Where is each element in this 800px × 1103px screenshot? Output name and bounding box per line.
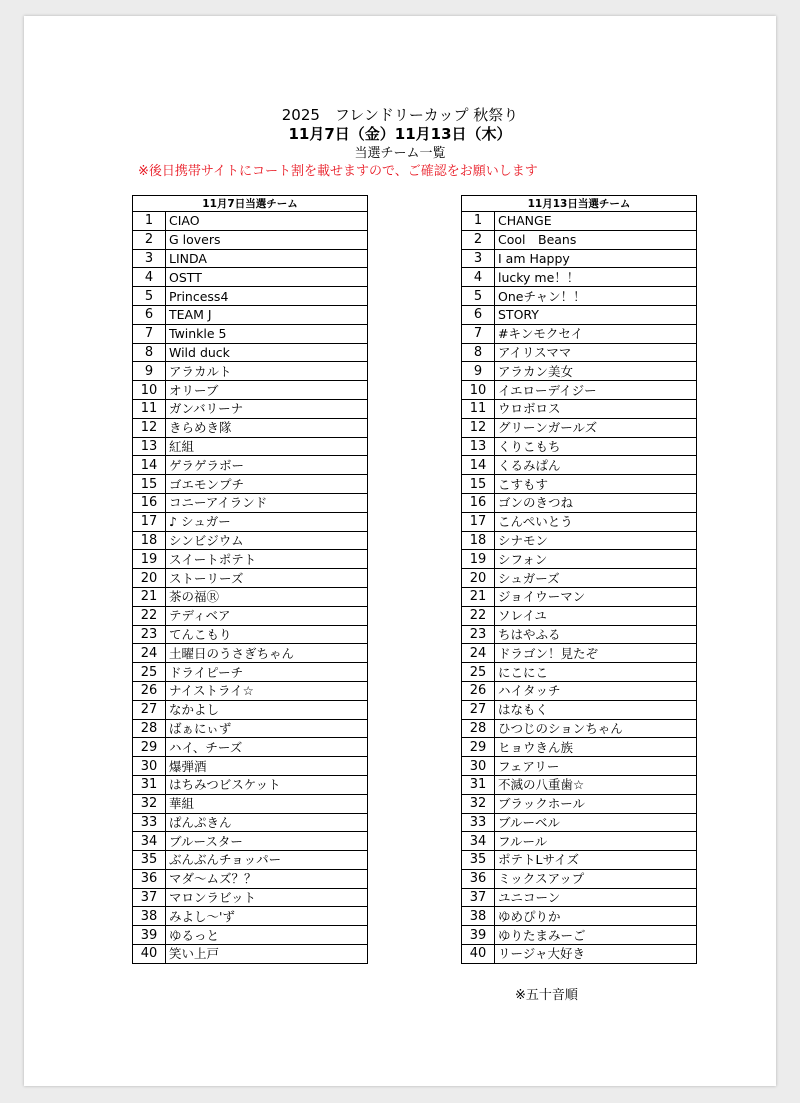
team-name: ハイ、チーズ	[166, 738, 368, 757]
team-name: スイートポテト	[166, 550, 368, 569]
team-name: ブルーベル	[495, 813, 697, 832]
row-number: 31	[462, 775, 495, 794]
row-number: 1	[133, 212, 166, 231]
row-number: 29	[133, 738, 166, 757]
team-name: Twinkle 5	[166, 324, 368, 343]
table-row	[462, 926, 697, 945]
row-number: 14	[133, 456, 166, 475]
table-row	[133, 249, 368, 268]
row-number: 28	[462, 719, 495, 738]
table-row	[133, 287, 368, 306]
team-name: ヒョウきん族	[495, 738, 697, 757]
team-name: ウロボロス	[495, 399, 697, 418]
table-row	[462, 550, 697, 569]
team-name: マロンラビット	[166, 888, 368, 907]
team-name: きらめき隊	[166, 418, 368, 437]
row-number: 38	[462, 907, 495, 926]
row-number: 27	[133, 700, 166, 719]
table-row	[133, 493, 368, 512]
table-row	[133, 324, 368, 343]
row-number: 37	[133, 888, 166, 907]
table-row	[133, 719, 368, 738]
row-number: 39	[462, 926, 495, 945]
team-name: 紅組	[166, 437, 368, 456]
team-name: ガンバリーナ	[166, 399, 368, 418]
row-number: 16	[133, 493, 166, 512]
team-name: ブルースター	[166, 832, 368, 851]
table-row	[133, 926, 368, 945]
row-number: 21	[133, 587, 166, 606]
team-name: アラカン美女	[495, 362, 697, 381]
row-number: 36	[133, 869, 166, 888]
team-name: こすもす	[495, 475, 697, 494]
row-number: 19	[133, 550, 166, 569]
team-name: ぶんぶんチョッパー	[166, 851, 368, 870]
row-number: 12	[133, 418, 166, 437]
team-name: ゴエモンプチ	[166, 475, 368, 494]
row-number: 21	[462, 587, 495, 606]
row-number: 20	[462, 569, 495, 588]
table-row	[462, 493, 697, 512]
table-row	[462, 418, 697, 437]
table-row	[462, 399, 697, 418]
team-name: ポテトLサイズ	[495, 851, 697, 870]
table-row	[462, 569, 697, 588]
footnote: ※五十音順	[515, 988, 578, 1003]
table-row	[133, 531, 368, 550]
team-name: リージャ大好き	[495, 945, 697, 964]
team-name: CIAO	[166, 212, 368, 231]
row-number: 35	[462, 851, 495, 870]
team-name: ユニコーン	[495, 888, 697, 907]
team-name: テディベア	[166, 606, 368, 625]
team-name: G lovers	[166, 230, 368, 249]
team-name: I am Happy	[495, 249, 697, 268]
team-name: シュガーズ	[495, 569, 697, 588]
team-name: TEAM J	[166, 305, 368, 324]
team-name: ソレイユ	[495, 606, 697, 625]
table-row	[133, 832, 368, 851]
team-name: ミックスアップ	[495, 869, 697, 888]
table-row	[462, 512, 697, 531]
team-name: ゲラゲラボー	[166, 456, 368, 475]
row-number: 18	[133, 531, 166, 550]
team-name: はちみつビスケット	[166, 775, 368, 794]
team-name: こんぺいとう	[495, 512, 697, 531]
row-number: 23	[133, 625, 166, 644]
row-number: 14	[462, 456, 495, 475]
team-name: フルール	[495, 832, 697, 851]
table-row	[462, 888, 697, 907]
table-row	[133, 550, 368, 569]
row-number: 5	[462, 287, 495, 306]
team-name: 不滅の八重歯☆	[495, 775, 697, 794]
table-row	[133, 644, 368, 663]
row-number: 17	[462, 512, 495, 531]
team-name: 笑い上戸	[166, 945, 368, 964]
team-name: LINDA	[166, 249, 368, 268]
table-row	[133, 700, 368, 719]
team-name: #キンモクセイ	[495, 324, 697, 343]
team-name: 華組	[166, 794, 368, 813]
row-number: 13	[462, 437, 495, 456]
table-row	[133, 945, 368, 964]
table-row	[133, 907, 368, 926]
row-number: 4	[462, 268, 495, 287]
row-number: 23	[462, 625, 495, 644]
row-number: 18	[462, 531, 495, 550]
right-table-heading: 11月13日当選チーム	[462, 196, 697, 212]
team-name: にこにこ	[495, 663, 697, 682]
table-row	[462, 305, 697, 324]
row-number: 30	[133, 757, 166, 776]
table-row	[462, 813, 697, 832]
document-page	[24, 16, 776, 1086]
event-dates: 11月7日（金）11月13日（木）	[288, 125, 512, 143]
team-name: はなもく	[495, 700, 697, 719]
team-name: ゴンのきつね	[495, 493, 697, 512]
team-name: lucky me！！	[495, 268, 697, 287]
table-row	[133, 381, 368, 400]
row-number: 40	[133, 945, 166, 964]
row-number: 9	[462, 362, 495, 381]
team-name: イエローデイジー	[495, 381, 697, 400]
team-name: くりこもち	[495, 437, 697, 456]
row-number: 22	[133, 606, 166, 625]
table-row	[462, 738, 697, 757]
table-row	[462, 324, 697, 343]
row-number: 22	[462, 606, 495, 625]
team-name: オリーブ	[166, 381, 368, 400]
row-number: 35	[133, 851, 166, 870]
table-row	[133, 757, 368, 776]
right-table-body	[462, 212, 697, 964]
left-table-body	[133, 212, 368, 964]
table-row	[462, 287, 697, 306]
team-name: コニーアイランド	[166, 493, 368, 512]
team-name: ぱんぷきん	[166, 813, 368, 832]
row-number: 6	[462, 305, 495, 324]
team-name: OSTT	[166, 268, 368, 287]
table-row	[462, 437, 697, 456]
table-row	[462, 757, 697, 776]
row-number: 19	[462, 550, 495, 569]
row-number: 25	[133, 663, 166, 682]
table-row	[462, 700, 697, 719]
row-number: 15	[462, 475, 495, 494]
row-number: 8	[133, 343, 166, 362]
table-row	[462, 212, 697, 231]
row-number: 24	[462, 644, 495, 663]
table-row	[462, 475, 697, 494]
row-number: 11	[133, 399, 166, 418]
team-name: グリーンガールズ	[495, 418, 697, 437]
left-team-table	[132, 195, 368, 964]
table-row	[462, 719, 697, 738]
table-row	[462, 606, 697, 625]
table-row	[133, 305, 368, 324]
team-name: ♪ シュガー	[166, 512, 368, 531]
table-row	[133, 475, 368, 494]
table-row	[462, 531, 697, 550]
row-number: 40	[462, 945, 495, 964]
row-number: 38	[133, 907, 166, 926]
table-row	[133, 212, 368, 231]
table-row	[133, 512, 368, 531]
table-row	[133, 399, 368, 418]
table-row	[133, 268, 368, 287]
table-row	[133, 625, 368, 644]
row-number: 34	[133, 832, 166, 851]
table-row	[462, 644, 697, 663]
table-row	[462, 268, 697, 287]
team-name: なかよし	[166, 700, 368, 719]
team-name: ドラゴン！見たぞ	[495, 644, 697, 663]
row-number: 26	[133, 681, 166, 700]
team-name: Princess4	[166, 287, 368, 306]
row-number: 36	[462, 869, 495, 888]
row-number: 29	[462, 738, 495, 757]
table-row	[462, 681, 697, 700]
team-name: ちはやふる	[495, 625, 697, 644]
team-name: マダ〜ムズ？？	[166, 869, 368, 888]
row-number: 39	[133, 926, 166, 945]
table-row	[133, 606, 368, 625]
table-row	[133, 794, 368, 813]
table-row	[133, 362, 368, 381]
team-name: ジョイウーマン	[495, 587, 697, 606]
table-row	[462, 625, 697, 644]
table-row	[462, 362, 697, 381]
table-row	[133, 663, 368, 682]
table-row	[462, 249, 697, 268]
row-number: 11	[462, 399, 495, 418]
team-name: ゆりたまみーご	[495, 926, 697, 945]
team-name: ひつじのションちゃん	[495, 719, 697, 738]
row-number: 4	[133, 268, 166, 287]
row-number: 32	[133, 794, 166, 813]
team-name: ゆめぴりか	[495, 907, 697, 926]
team-name: ストーリーズ	[166, 569, 368, 588]
table-row	[133, 869, 368, 888]
team-name: Oneチャン！！	[495, 287, 697, 306]
table-row	[133, 813, 368, 832]
table-row	[133, 775, 368, 794]
table-row	[462, 381, 697, 400]
team-name: STORY	[495, 305, 697, 324]
team-name: 茶の福Ⓡ	[166, 587, 368, 606]
row-number: 25	[462, 663, 495, 682]
row-number: 1	[462, 212, 495, 231]
row-number: 3	[462, 249, 495, 268]
team-name: Cool Beans	[495, 230, 697, 249]
team-name: シフォン	[495, 550, 697, 569]
row-number: 7	[133, 324, 166, 343]
team-name: アラカルト	[166, 362, 368, 381]
table-row	[462, 794, 697, 813]
row-number: 8	[462, 343, 495, 362]
table-row	[133, 343, 368, 362]
table-row	[462, 851, 697, 870]
row-number: 31	[133, 775, 166, 794]
team-name: ドライピーチ	[166, 663, 368, 682]
table-row	[462, 456, 697, 475]
table-row	[462, 832, 697, 851]
row-number: 15	[133, 475, 166, 494]
row-number: 24	[133, 644, 166, 663]
row-number: 37	[462, 888, 495, 907]
row-number: 13	[133, 437, 166, 456]
row-number: 5	[133, 287, 166, 306]
row-number: 28	[133, 719, 166, 738]
team-name: フェアリー	[495, 757, 697, 776]
table-row	[133, 437, 368, 456]
table-row	[133, 587, 368, 606]
row-number: 33	[462, 813, 495, 832]
row-number: 10	[133, 381, 166, 400]
row-number: 30	[462, 757, 495, 776]
table-row	[462, 343, 697, 362]
team-name: ゆるっと	[166, 926, 368, 945]
table-row	[133, 569, 368, 588]
document-title: 2025 フレンドリーカップ 秋祭り	[281, 106, 519, 124]
team-name: 土曜日のうさぎちゃん	[166, 644, 368, 663]
row-number: 12	[462, 418, 495, 437]
notice-text: ※後日携帯サイトにコート割を載せますので、ご確認をお願いします	[138, 164, 538, 179]
row-number: 6	[133, 305, 166, 324]
table-row	[133, 888, 368, 907]
team-name: 爆弾酒	[166, 757, 368, 776]
team-name: ばぁにぃず	[166, 719, 368, 738]
team-name: くるみぱん	[495, 456, 697, 475]
row-number: 3	[133, 249, 166, 268]
row-number: 32	[462, 794, 495, 813]
team-name: ブラックホール	[495, 794, 697, 813]
table-row	[462, 907, 697, 926]
row-number: 33	[133, 813, 166, 832]
row-number: 2	[462, 230, 495, 249]
row-number: 2	[133, 230, 166, 249]
table-row	[133, 851, 368, 870]
row-number: 20	[133, 569, 166, 588]
document-subtitle: 当選チーム一覧	[354, 146, 446, 161]
row-number: 17	[133, 512, 166, 531]
table-row	[462, 945, 697, 964]
row-number: 10	[462, 381, 495, 400]
team-name: CHANGE	[495, 212, 697, 231]
table-row	[133, 230, 368, 249]
team-name: シナモン	[495, 531, 697, 550]
row-number: 34	[462, 832, 495, 851]
team-name: Wild duck	[166, 343, 368, 362]
table-row	[462, 663, 697, 682]
row-number: 16	[462, 493, 495, 512]
table-row	[462, 775, 697, 794]
table-row	[462, 869, 697, 888]
team-name: ナイストライ☆	[166, 681, 368, 700]
row-number: 7	[462, 324, 495, 343]
table-row	[462, 230, 697, 249]
team-name: みよし〜'ず	[166, 907, 368, 926]
table-row	[133, 738, 368, 757]
table-row	[462, 587, 697, 606]
team-name: シンビジウム	[166, 531, 368, 550]
table-row	[133, 681, 368, 700]
table-row	[133, 418, 368, 437]
left-table-heading: 11月7日当選チーム	[133, 196, 368, 212]
team-name: ハイタッチ	[495, 681, 697, 700]
right-team-table	[461, 195, 697, 964]
row-number: 26	[462, 681, 495, 700]
row-number: 27	[462, 700, 495, 719]
team-name: てんこもり	[166, 625, 368, 644]
team-name: アイリスママ	[495, 343, 697, 362]
row-number: 9	[133, 362, 166, 381]
table-row	[133, 456, 368, 475]
